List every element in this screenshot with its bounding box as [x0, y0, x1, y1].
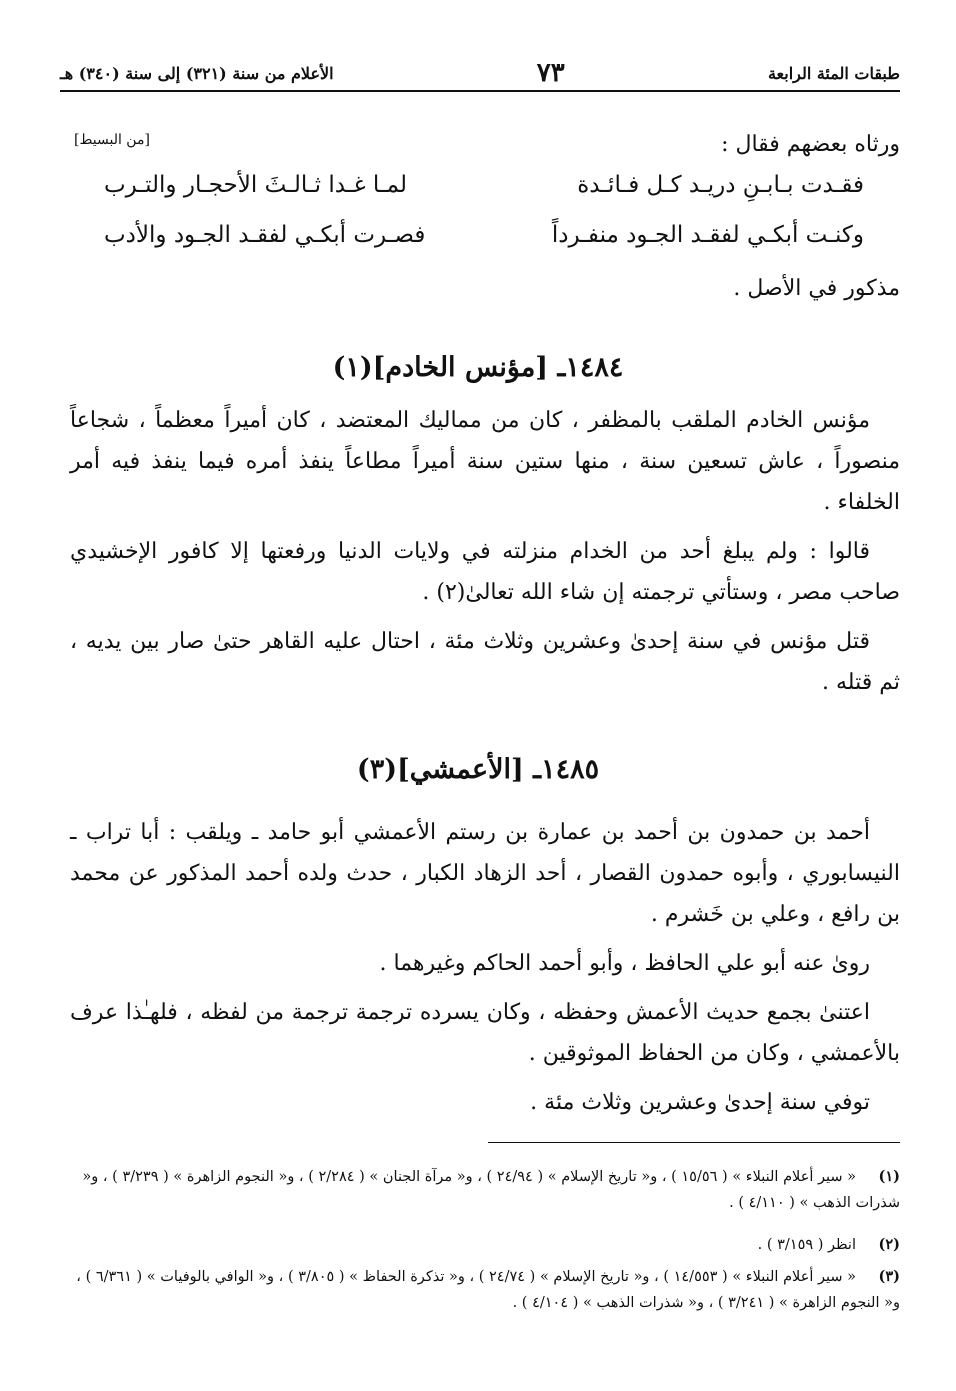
entry-1484-paragraph-3: قتل مؤنس في سنة إحدىٰ وعشرين وثلاث مئة ، احتال عليه القاهر حتىٰ صار بين يديه ، ثم قتله . [70, 629, 900, 695]
entry-1485-paragraph-4: توفي سنة إحدىٰ وعشرين وثلاث مئة . [530, 1090, 870, 1115]
verse-2-first-hemistich: وكنـت أبكـي لفقـد الجـود منفـرداً [551, 222, 864, 248]
entry-1485-paragraph-3: اعتنىٰ بجمع حديث الأعمش وحفظه ، وكان يسرده ترجمة ترجمة من لفظه ، فلهـٰذا عرف بالأعمشي ، وكان من الحفاظ الموثوقين . [70, 1000, 900, 1066]
entry-1484-title: ١٤٨٤ـ [مؤنس الخادم](١) [332, 352, 624, 383]
entry-1484-body [70, 400, 900, 711]
verse-1-second-hemistich: لمـا غـدا ثـالـثَ الأحجـار والتـرب [104, 172, 407, 198]
footnote-2-number: (٢) [878, 1236, 900, 1253]
footnote-1 [74, 1164, 900, 1216]
entry-1485-paragraph-1: أحمد بن حمدون بن أحمد بن عمارة بن رستم الأعمشي أبو حامد ـ ويلقب : أبا تراب ـ النيسابوري ، وأبوه حمدون القصار ، أحد الزهاد الكبار ، حدث ولده أحمد المذكور عن محمد بن رافع ، وعلي بن خَشرم . [70, 820, 900, 927]
footnote-separator [488, 1142, 900, 1143]
footnote-2 [74, 1232, 900, 1258]
intro-after-wrap [560, 268, 900, 317]
header-range: الأعلام من سنة (٣٢١) إلى سنة (٣٤٠) هـ [60, 63, 334, 83]
footnote-3 [74, 1264, 900, 1316]
footnote-3-text: « سير أعلام النبلاء » ( ١٤/٥٥٣ ) ، و« تاريخ الإسلام » ( ٢٤/٧٤ ) ، و« تذكرة الحفاظ » ( ٣/٨٠٥ ) ، و« الوافي بالوفيات » ( ٦/٣٦١ ) ، و« النجوم الزاهرة » ( ٣/٢٤١ ) ، و« شذرات الذهب » ( ٤/١٠٤ ) . [76, 1269, 900, 1311]
entry-1484-paragraph-2: قالوا : ولم يبلغ أحد من الخدام منزلته في ولايات الدنيا ورفعتها إلا كافور الإخشيدي صاحب مصر ، وستأتي ترجمته إن شاء الله تعالىٰ(٢) . [70, 539, 900, 605]
entry-1485-paragraph-2: روىٰ عنه أبو علي الحافظ ، وأبو أحمد الحاكم وغيرهما . [379, 951, 870, 976]
entry-1485-body [70, 812, 900, 1131]
entry-1484-paragraph-1: مؤنس الخادم الملقب بالمظفر ، كان من مماليك المعتضد ، كان أميراً معظماً ، شجاعاً منصوراً ، عاش تسعين سنة ، منها ستين سنة أميراً مطاعاً ينفذ أمره فيما ينفذ فيه أمر الخلفاء . [70, 408, 900, 515]
footnote-1-text: « سير أعلام النبلاء » ( ١٥/٥٦ ) ، و« تاريخ الإسلام » ( ٢٤/٩٤ ) ، و« مرآة الجنان » ( ٢/٢٨٤ ) ، و« النجوم الزاهرة » ( ٣/٢٣٩ ) ، و« شذرات الذهب » ( ٤/١١٠ ) . [82, 1169, 900, 1211]
intro-line: ورثاه بعضهم فقال : [721, 132, 900, 157]
poem-meter: [من البسيط] [74, 132, 150, 148]
intro-after-line: مذكور في الأصل . [733, 276, 900, 301]
footnote-2-text: انظر ( ٣/١٥٩ ) . [757, 1237, 856, 1253]
header-book-section: طبقات المئة الرابعة [767, 63, 900, 83]
verse-2-second-hemistich: فصـرت أبكـي لفقـد الجـود والأدب [104, 222, 426, 248]
verse-1-first-hemistich: فقـدت بـابـنِ دريـد كـل فـائـدة [577, 172, 864, 198]
intro-line-wrap [560, 124, 900, 173]
page-number: ٧٣ [536, 58, 565, 88]
footnote-1-number: (١) [878, 1168, 900, 1185]
entry-1485-title: ١٤٨٥ـ [الأعمشي](٣) [356, 754, 600, 785]
footnote-3-number: (٣) [878, 1268, 900, 1285]
running-header [60, 56, 900, 92]
